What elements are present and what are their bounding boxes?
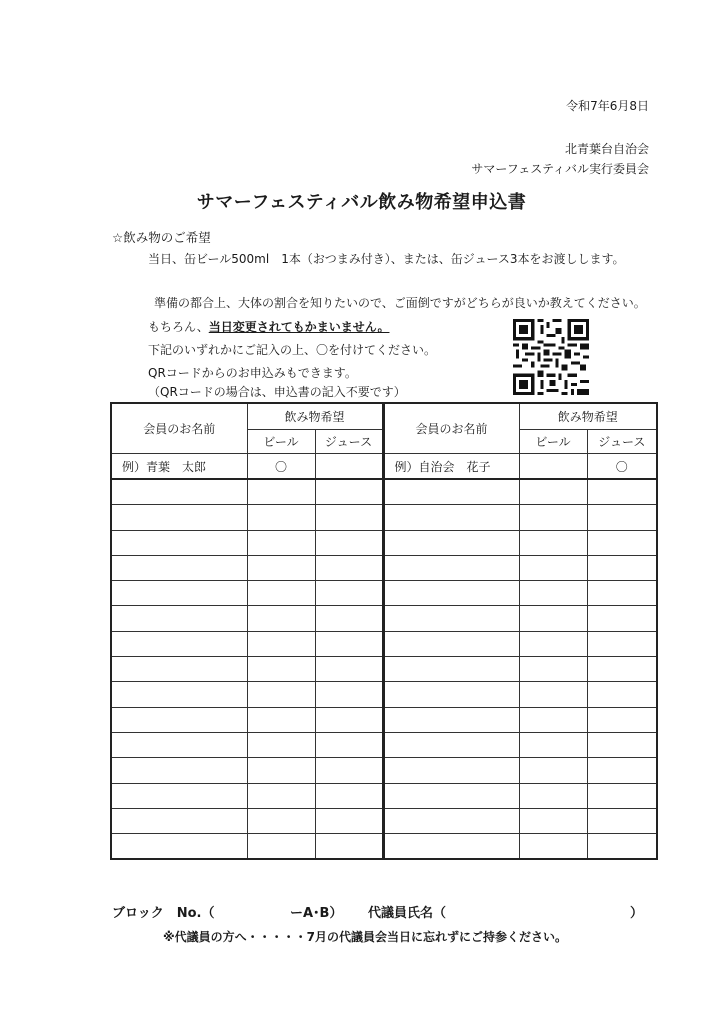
table-row (111, 530, 657, 555)
cell-name-right[interactable] (383, 808, 519, 833)
cell-name-right[interactable] (383, 530, 519, 555)
cell-juice-right[interactable] (587, 555, 657, 580)
cell-juice-left[interactable] (315, 505, 383, 530)
page-title: サマーフェスティバル飲み物希望申込書 (196, 192, 527, 213)
cell-beer-left[interactable] (247, 581, 315, 606)
table-row (111, 707, 657, 732)
cell-juice-right[interactable] (587, 834, 657, 860)
cell-juice-right[interactable] (587, 606, 657, 631)
cell-beer-right[interactable] (519, 581, 587, 606)
cell-name-left[interactable] (111, 530, 247, 555)
cell-name-right[interactable] (383, 479, 519, 505)
paragraph-request: 準備の都合上、大体の割合を知りたいので、ご面倒ですがどちらが良いか教えてください。 (154, 296, 646, 310)
cell-beer-right[interactable] (519, 606, 587, 631)
section-title: ☆飲み物のご希望 (112, 230, 211, 245)
cell-juice-left[interactable] (315, 707, 383, 732)
example-beer-right (519, 454, 587, 480)
header-juice-left: ジュース (315, 430, 383, 454)
table-row (111, 758, 657, 783)
header-drink-left: 飲み物希望 (247, 403, 383, 430)
cell-juice-right[interactable] (587, 505, 657, 530)
cell-name-left[interactable] (111, 555, 247, 580)
cell-beer-right[interactable] (519, 758, 587, 783)
paragraph-instructions: 下記のいずれかにご記入の上、〇を付けてください。 (148, 343, 437, 357)
cell-name-right[interactable] (383, 631, 519, 656)
cell-beer-left[interactable] (247, 682, 315, 707)
cell-juice-left[interactable] (315, 834, 383, 860)
cell-beer-right[interactable] (519, 631, 587, 656)
paragraph-change-note (148, 318, 389, 335)
cell-juice-left[interactable] (315, 732, 383, 757)
header-juice-right: ジュース (587, 430, 657, 454)
footer-note: ※代議員の方へ・・・・・7月の代議員会当日に忘れずにご持参ください。 (163, 930, 568, 944)
cell-juice-left[interactable] (315, 783, 383, 808)
cell-beer-right[interactable] (519, 530, 587, 555)
drink-request-table (110, 402, 658, 860)
cell-beer-right[interactable] (519, 505, 587, 530)
table-row (111, 581, 657, 606)
cell-name-right[interactable] (383, 505, 519, 530)
cell-name-left[interactable] (111, 758, 247, 783)
example-row (111, 454, 657, 480)
cell-name-left[interactable] (111, 808, 247, 833)
cell-name-left[interactable] (111, 479, 247, 505)
example-name-left: 例）青葉 太郎 (111, 454, 247, 480)
cell-juice-left[interactable] (315, 808, 383, 833)
cell-beer-left[interactable] (247, 732, 315, 757)
cell-juice-left[interactable] (315, 682, 383, 707)
cell-juice-right[interactable] (587, 732, 657, 757)
cell-juice-left[interactable] (315, 606, 383, 631)
cell-name-left[interactable] (111, 834, 247, 860)
table-row (111, 657, 657, 682)
example-juice-left (315, 454, 383, 480)
cell-beer-left[interactable] (247, 606, 315, 631)
cell-beer-right[interactable] (519, 808, 587, 833)
cell-name-right[interactable] (383, 606, 519, 631)
cell-name-left[interactable] (111, 606, 247, 631)
cell-beer-right[interactable] (519, 707, 587, 732)
cell-name-left[interactable] (111, 682, 247, 707)
cell-beer-left[interactable] (247, 631, 315, 656)
table-row (111, 783, 657, 808)
table-row (111, 732, 657, 757)
cell-juice-left[interactable] (315, 631, 383, 656)
cell-name-right[interactable] (383, 707, 519, 732)
table-row (111, 682, 657, 707)
cell-juice-left[interactable] (315, 758, 383, 783)
cell-name-left[interactable] (111, 505, 247, 530)
cell-beer-right[interactable] (519, 555, 587, 580)
cell-juice-right[interactable] (587, 707, 657, 732)
cell-juice-left[interactable] (315, 530, 383, 555)
cell-name-left[interactable] (111, 707, 247, 732)
cell-beer-left[interactable] (247, 657, 315, 682)
header-member-name-left: 会員のお名前 (111, 403, 247, 454)
cell-beer-left[interactable] (247, 758, 315, 783)
header-beer-right: ビール (519, 430, 587, 454)
table-row (111, 631, 657, 656)
cell-name-right[interactable] (383, 657, 519, 682)
example-name-right: 例）自治会 花子 (383, 454, 519, 480)
table-row (111, 606, 657, 631)
date: 令和7年6月8日 (566, 99, 649, 113)
cell-name-right[interactable] (383, 732, 519, 757)
cell-beer-left[interactable] (247, 808, 315, 833)
table-row (111, 834, 657, 860)
header-member-name-right: 会員のお名前 (383, 403, 519, 454)
cell-juice-right[interactable] (587, 682, 657, 707)
cell-name-left[interactable] (111, 783, 247, 808)
paragraph-qr-subnote: （QRコードの場合は、申込書の記入不要です） (148, 385, 406, 399)
cell-name-right[interactable] (383, 834, 519, 860)
cell-juice-right[interactable] (587, 657, 657, 682)
cell-name-right[interactable] (383, 682, 519, 707)
cell-beer-left[interactable] (247, 530, 315, 555)
cell-beer-right[interactable] (519, 783, 587, 808)
change-note-prefix: もちろん、 (148, 320, 209, 334)
cell-name-left[interactable] (111, 581, 247, 606)
cell-juice-right[interactable] (587, 631, 657, 656)
change-note-underlined: 当日変更されてもかまいません。 (208, 320, 390, 334)
header-drink-right: 飲み物希望 (519, 403, 657, 430)
example-beer-left: 〇 (247, 454, 315, 480)
cell-beer-right[interactable] (519, 834, 587, 860)
table-row (111, 479, 657, 505)
cell-juice-right[interactable] (587, 783, 657, 808)
cell-juice-left[interactable] (315, 479, 383, 505)
qr-code-icon[interactable] (513, 319, 589, 395)
paragraph-offer: 当日、缶ビール500ml 1本（おつまみ付き）、または、缶ジュース3本をお渡しします。 (148, 252, 625, 266)
cell-juice-right[interactable] (587, 530, 657, 555)
table-row (111, 505, 657, 530)
block-suffix: ーA･B） (290, 906, 343, 921)
cell-beer-right[interactable] (519, 682, 587, 707)
table-row (111, 555, 657, 580)
cell-beer-left[interactable] (247, 505, 315, 530)
cell-juice-right[interactable] (587, 808, 657, 833)
cell-beer-left[interactable] (247, 707, 315, 732)
cell-name-left[interactable] (111, 732, 247, 757)
cell-juice-left[interactable] (315, 555, 383, 580)
cell-beer-left[interactable] (247, 555, 315, 580)
cell-name-left[interactable] (111, 657, 247, 682)
cell-beer-right[interactable] (519, 732, 587, 757)
table-row (111, 808, 657, 833)
cell-name-left[interactable] (111, 631, 247, 656)
cell-juice-left[interactable] (315, 657, 383, 682)
representative-name-label: 代議員氏名（ (368, 906, 447, 921)
cell-beer-right[interactable] (519, 479, 587, 505)
cell-name-right[interactable] (383, 783, 519, 808)
example-juice-right: 〇 (587, 454, 657, 480)
cell-juice-right[interactable] (587, 581, 657, 606)
cell-beer-left[interactable] (247, 479, 315, 505)
cell-beer-left[interactable] (247, 834, 315, 860)
cell-juice-right[interactable] (587, 479, 657, 505)
committee-name: サマーフェスティバル実行委員会 (471, 162, 649, 176)
block-number-label: ブロック No.（ (112, 906, 215, 921)
cell-name-right[interactable] (383, 581, 519, 606)
cell-name-right[interactable] (383, 555, 519, 580)
representative-name-close: ） (630, 906, 644, 921)
cell-juice-right[interactable] (587, 758, 657, 783)
organization-name: 北青葉台自治会 (564, 142, 649, 156)
cell-beer-right[interactable] (519, 657, 587, 682)
paragraph-qr-note: QRコードからのお申込みもできます。 (148, 366, 357, 380)
cell-beer-left[interactable] (247, 783, 315, 808)
header-beer-left: ビール (247, 430, 315, 454)
cell-name-right[interactable] (383, 758, 519, 783)
cell-juice-left[interactable] (315, 581, 383, 606)
